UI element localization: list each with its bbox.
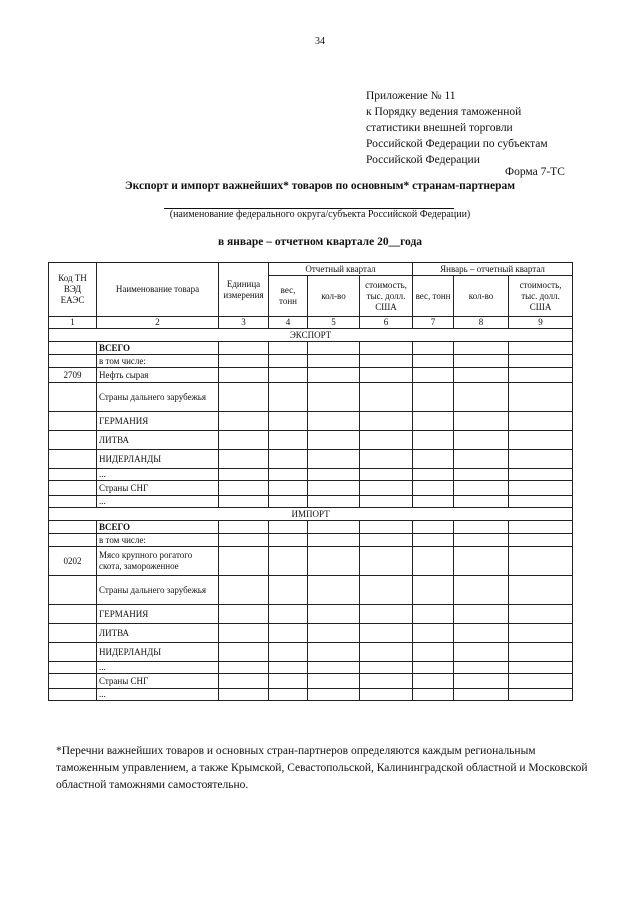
header-name: Наименование товара	[97, 263, 219, 317]
export-section-title: ЭКСПОРТ	[49, 329, 573, 342]
table-row	[49, 534, 573, 547]
header-qty: кол-во	[454, 276, 509, 317]
appendix-line: Приложение № 11	[366, 90, 456, 102]
import-section-title: ИМПОРТ	[49, 508, 573, 521]
header-jan-quarter: Январь – отчетный квартал	[413, 263, 573, 276]
table-row	[49, 342, 573, 355]
row-label: в том числе:	[97, 534, 219, 547]
table-row	[49, 469, 573, 481]
appendix-line: Российской Федерации	[366, 154, 480, 166]
header-weight: вес, тонн	[413, 276, 454, 317]
table-row	[49, 355, 573, 368]
table-row	[49, 624, 573, 643]
column-number: 4	[269, 317, 308, 329]
row-label: ЛИТВА	[97, 624, 219, 643]
table-row	[49, 450, 573, 469]
table-row	[49, 576, 573, 605]
column-numbers-row	[49, 317, 573, 329]
table-row	[49, 674, 573, 689]
row-label: НИДЕРЛАНДЫ	[97, 643, 219, 662]
column-number: 5	[308, 317, 360, 329]
header-code: Код ТН ВЭД ЕАЭС	[49, 263, 97, 317]
row-label: ...	[97, 469, 219, 481]
header-cost: стоимость, тыс. долл. США	[509, 276, 573, 317]
column-number: 3	[219, 317, 269, 329]
row-label: ВСЕГО	[97, 342, 219, 355]
footnote: *Перечни важнейших товаров и основных стран-партнеров определяются каждым региональным таможенным управлением, а также Крымской, Севастопольской, Калининградской областной и Московской областной таможнями самостоятельно.	[56, 745, 588, 791]
column-number: 9	[509, 317, 573, 329]
region-note: (наименование федерального округа/субъекта Российской Федерации)	[169, 209, 471, 220]
header-reporting-quarter: Отчетный квартал	[269, 263, 413, 276]
row-label: ...	[97, 496, 219, 508]
table-row	[49, 412, 573, 431]
table-row	[49, 521, 573, 534]
header-weight: вес, тонн	[269, 276, 308, 317]
row-label: НИДЕРЛАНДЫ	[97, 450, 219, 469]
statistics-table	[48, 262, 573, 701]
table-row	[49, 605, 573, 624]
table-row	[49, 368, 573, 383]
row-label: Страны СНГ	[97, 481, 219, 496]
document-title: Экспорт и импорт важнейших* товаров по основным* странам-партнерам	[124, 180, 516, 192]
column-number: 2	[97, 317, 219, 329]
row-label: Нефть сырая	[97, 368, 219, 383]
row-label: ЛИТВА	[97, 431, 219, 450]
table-row	[49, 547, 573, 576]
row-label: Мясо крупного рогатого скота, замороженное	[97, 547, 219, 576]
column-number: 6	[360, 317, 413, 329]
table-row	[49, 383, 573, 412]
row-label: Страны СНГ	[97, 674, 219, 689]
header-qty: кол-во	[308, 276, 360, 317]
table-row	[49, 689, 573, 701]
row-label: ГЕРМАНИЯ	[97, 605, 219, 624]
table-row	[49, 481, 573, 496]
row-label: ...	[97, 689, 219, 701]
period-title: в январе – отчетном квартале 20__года	[217, 236, 423, 248]
table-row	[49, 496, 573, 508]
header-cost: стоимость, тыс. долл. США	[360, 276, 413, 317]
column-number: 8	[454, 317, 509, 329]
table-row	[49, 431, 573, 450]
row-label: ВСЕГО	[97, 521, 219, 534]
row-label: ГЕРМАНИЯ	[97, 412, 219, 431]
row-code: 2709	[49, 368, 97, 383]
row-label: Страны дальнего зарубежья	[97, 576, 219, 605]
table-row	[49, 643, 573, 662]
column-number: 1	[49, 317, 97, 329]
page-number: 34	[315, 36, 325, 47]
table-row	[49, 662, 573, 674]
appendix-line: к Порядку ведения таможенной	[366, 106, 522, 118]
form-label: Форма 7-ТС	[505, 166, 565, 178]
column-number: 7	[413, 317, 454, 329]
appendix-block	[366, 88, 548, 168]
header-unit: Единица измерения	[219, 263, 269, 317]
appendix-line: статистики внешней торговли	[366, 122, 513, 134]
appendix-line: Российской Федерации по субъектам	[366, 138, 548, 150]
row-label: в том числе:	[97, 355, 219, 368]
row-code: 0202	[49, 547, 97, 576]
row-label: Страны дальнего зарубежья	[97, 383, 219, 412]
row-label: ...	[97, 662, 219, 674]
